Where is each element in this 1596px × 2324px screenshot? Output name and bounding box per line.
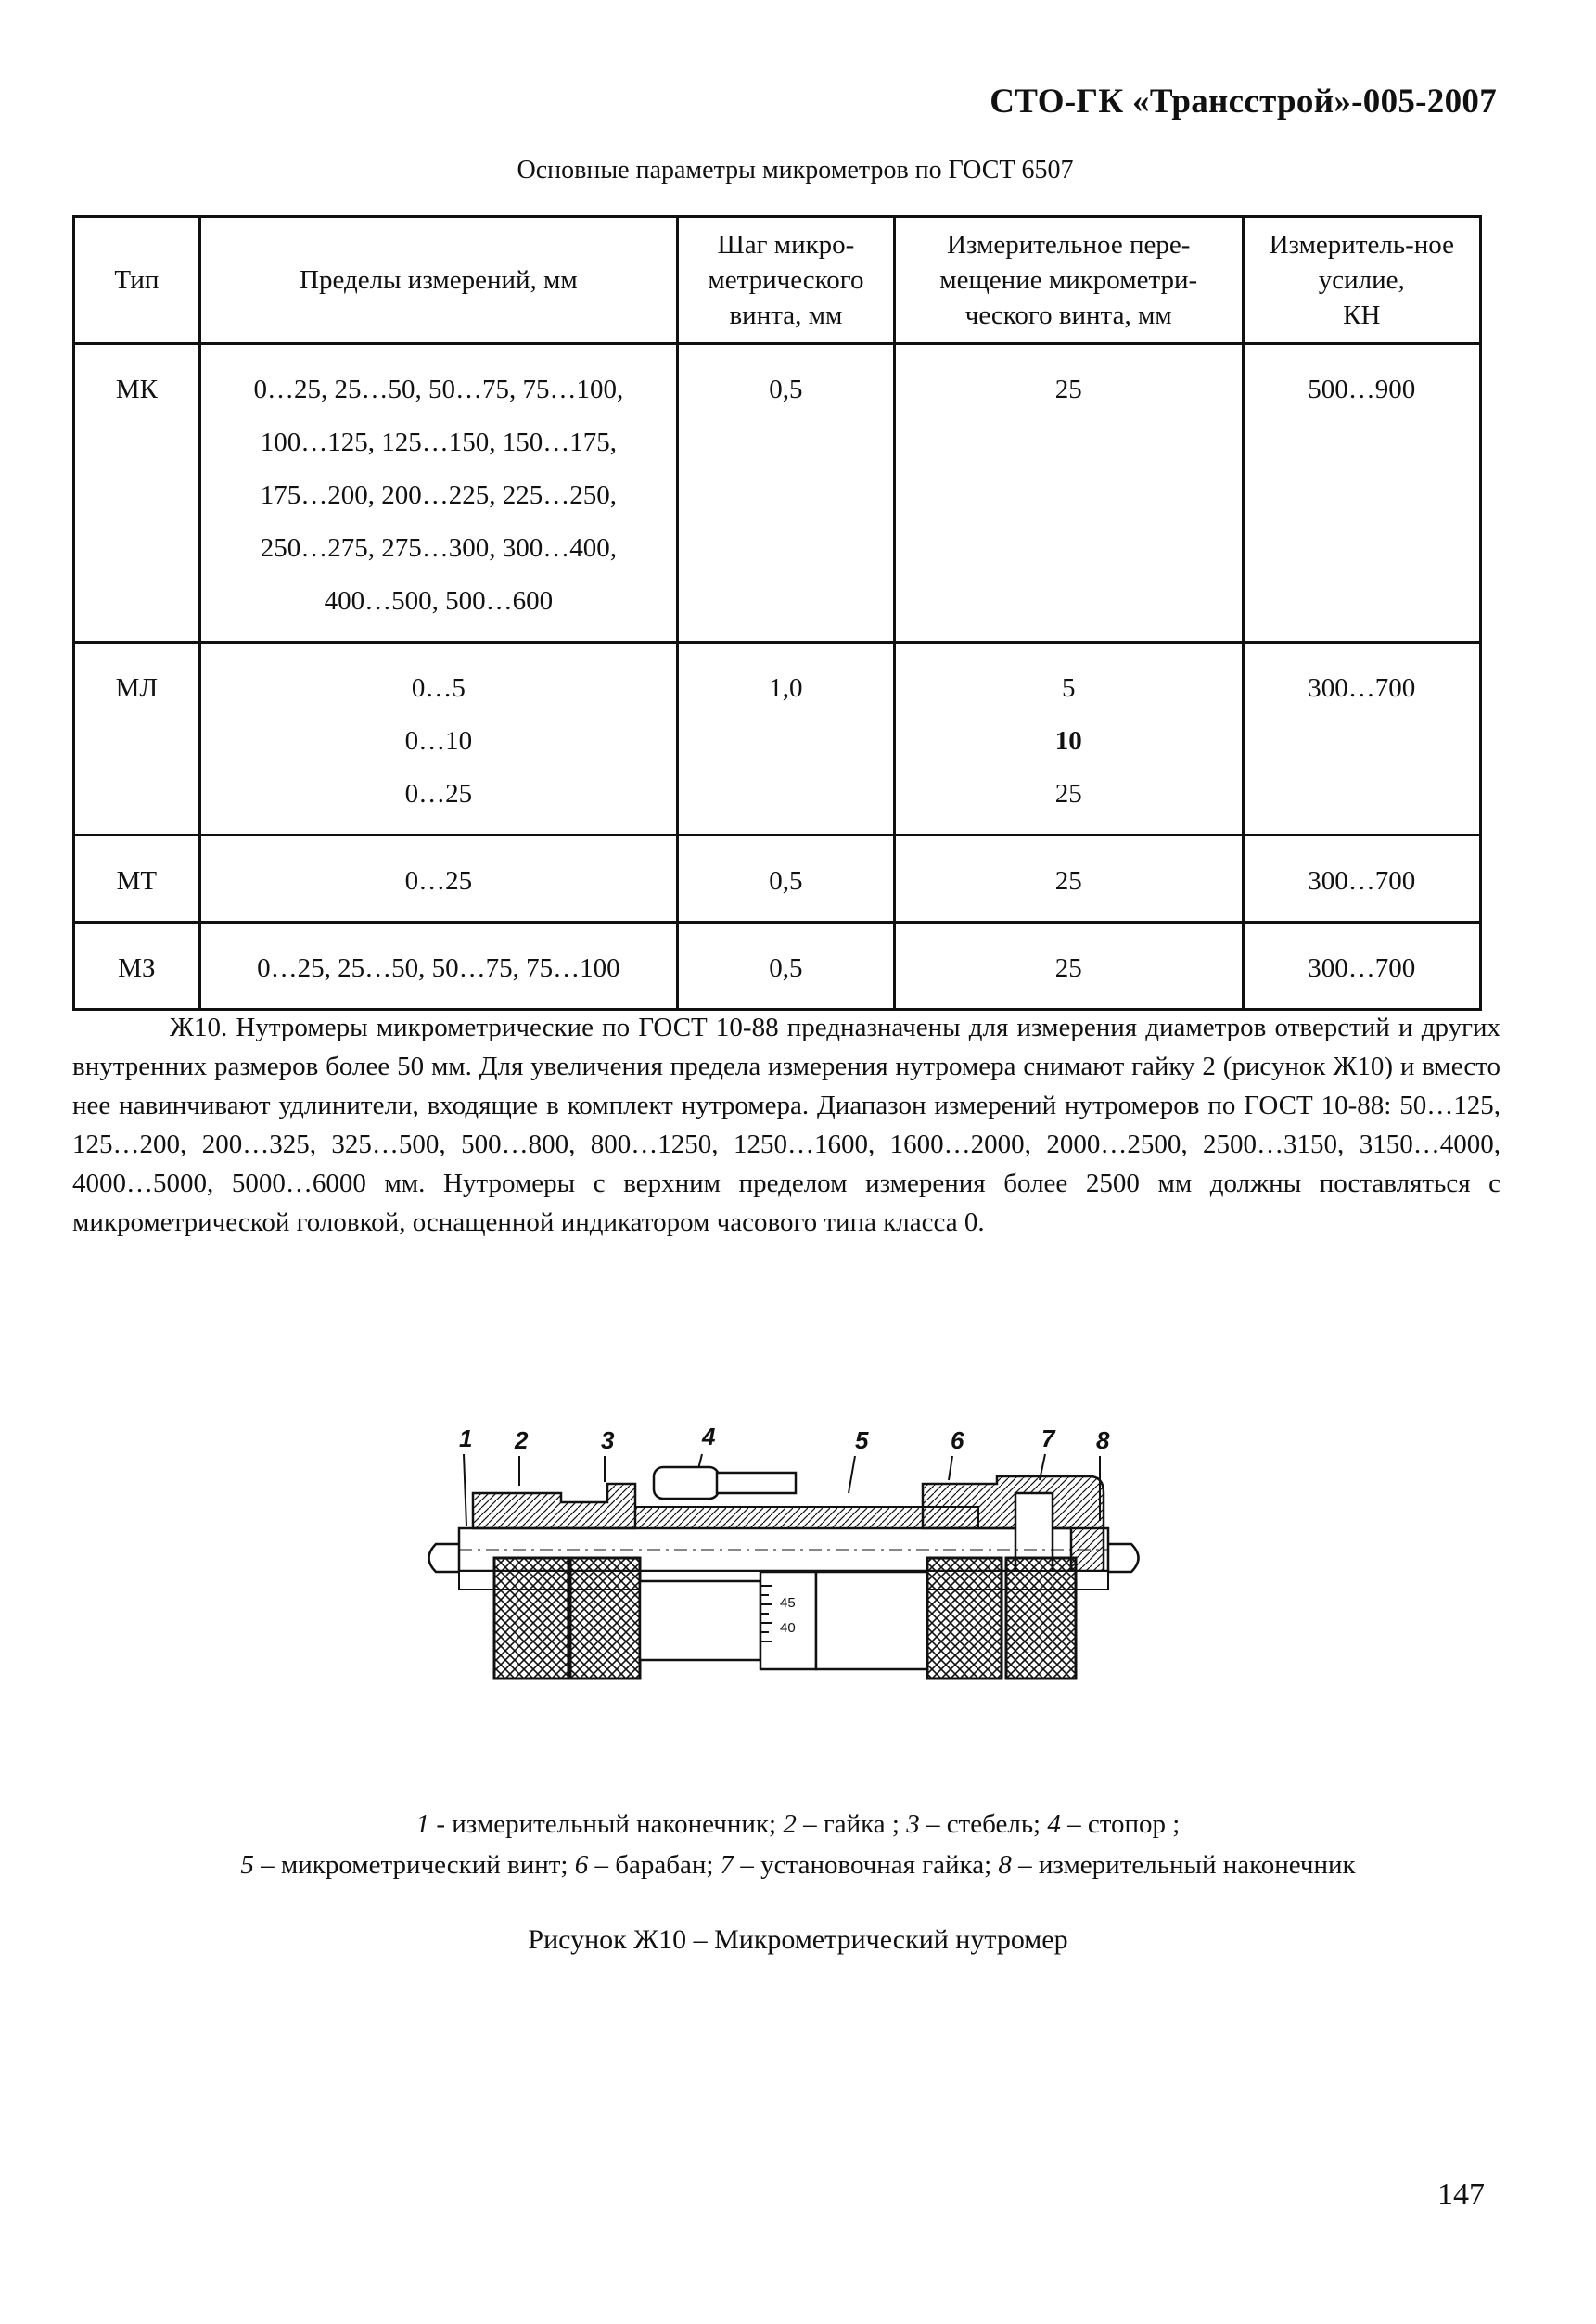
cell-movement: 5 10 25	[894, 643, 1243, 836]
table-row-mk	[74, 344, 1481, 643]
header-movement: Измерительное пере- мещение микрометри- ческого винта, мм	[894, 217, 1243, 344]
cell-type: МЛ	[74, 643, 200, 836]
scale-mark-45: 45	[780, 1595, 796, 1611]
cell-step: 0,5	[677, 836, 894, 923]
body-paragraph: Ж10. Нутромеры микрометрические по ГОСТ 10-88 предназначены для измерения диаметров отверстий и других внутренних размеров более 50 мм. Для увеличения предела измерения нутромера снимают гайку 2 (рисунок Ж10) и вместо нее навинчивают удлинители, входящие в комплект нутромера. Диапазон измерений нутромеров по ГОСТ 10-88: 50…125, 125…200, 200…325, 325…500, 500…800, 800…1250, 1250…1600, 1600…2000, 2000…2500, 2500…3150, 3150…4000, 4000…5000, 5000…6000 мм. Нутромеры с верхним пределом измерения более 2500 мм должны поставляться с микрометрической головкой, оснащенной индикатором часового типа класса 0.	[72, 1013, 1500, 1237]
cell-ranges: 0…25	[199, 836, 677, 923]
callout-1: 1	[459, 1424, 473, 1452]
table-header-row	[74, 217, 1481, 344]
callout-8: 8	[1096, 1426, 1110, 1454]
table-row-mt	[74, 836, 1481, 923]
caption-line-2: 5 – микрометрический винт; 6 – барабан; 7 – установочная гайка; 8 – измерительный наконечник	[240, 1850, 1356, 1880]
cell-type: МК	[74, 344, 200, 643]
cell-step: 1,0	[677, 643, 894, 836]
cell-ranges: 0…5 0…10 0…25	[199, 643, 677, 836]
header-type: Тип	[74, 217, 200, 344]
cell-step: 0,5	[677, 923, 894, 1010]
cell-movement: 25	[894, 344, 1243, 643]
scale-mark-40: 40	[780, 1620, 796, 1636]
figure-caption	[0, 1804, 1596, 1885]
cell-movement: 25	[894, 836, 1243, 923]
bore-gauge-drawing	[422, 1419, 1145, 1753]
micrometric-bore-gauge-figure	[422, 1419, 1145, 1753]
callout-3: 3	[601, 1426, 615, 1454]
header-force: Измеритель-ное усилие, КН	[1243, 217, 1480, 344]
caption-line-1: 1 - измерительный наконечник; 2 – гайка ; 3 – стебель; 4 – стопор ;	[415, 1809, 1181, 1839]
table-title: Основные параметры микрометров по ГОСТ 6507	[517, 156, 1074, 185]
table-row-mz	[74, 923, 1481, 1010]
figure-title: Рисунок Ж10 – Микрометрический нутромер	[528, 1924, 1068, 1955]
cell-type: МЗ	[74, 923, 200, 1010]
document-code-header: СТО-ГК «Трансстрой»-005-2007	[990, 83, 1497, 121]
callout-4: 4	[702, 1423, 716, 1450]
table-row-ml	[74, 643, 1481, 836]
header-step: Шаг микро- метрического винта, мм	[677, 217, 894, 344]
micrometer-parameters-table	[72, 215, 1482, 1011]
callout-5: 5	[855, 1426, 869, 1454]
cell-type: МТ	[74, 836, 200, 923]
cell-force: 300…700	[1243, 836, 1480, 923]
header-range: Пределы измерений, мм	[199, 217, 677, 344]
cell-force: 300…700	[1243, 923, 1480, 1010]
page-number: 147	[1437, 2177, 1485, 2212]
callout-7: 7	[1041, 1424, 1055, 1452]
cell-ranges: 0…25, 25…50, 50…75, 75…100	[199, 923, 677, 1010]
callout-6: 6	[951, 1426, 964, 1454]
cell-movement: 25	[894, 923, 1243, 1010]
cell-step: 0,5	[677, 344, 894, 643]
cell-force: 300…700	[1243, 643, 1480, 836]
cell-force: 500…900	[1243, 344, 1480, 643]
cell-ranges: 0…25, 25…50, 50…75, 75…100, 100…125, 125…150, 150…175, 175…200, 200…225, 225…250, 250…275, 275…300, 300…400, 400…500, 500…600	[199, 344, 677, 643]
callout-2: 2	[515, 1426, 529, 1454]
